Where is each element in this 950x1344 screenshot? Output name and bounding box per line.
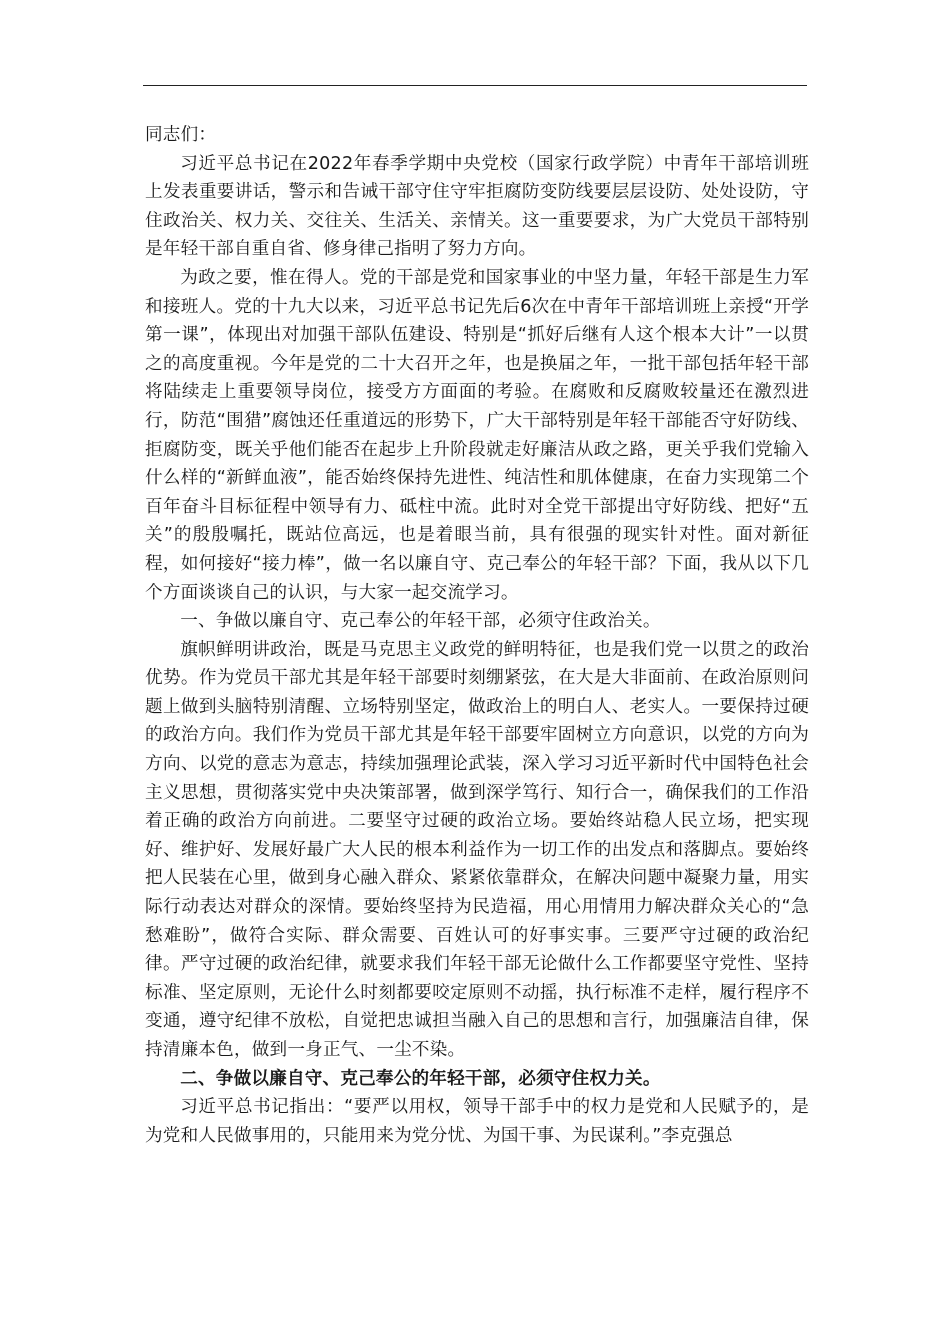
- header-rule: [143, 85, 807, 86]
- paragraph-power: 习近平总书记指出：“要严以用权，领导干部手中的权力是党和人民赋予的，是为党和人民做事用的，只能用来为党分忧、为国干事、为民谋利。”李克强总: [145, 1097, 809, 1146]
- section-heading-political: 一、争做以廉自守、克己奉公的年轻干部，必须守住政治关。: [180, 611, 661, 632]
- paragraph-political: 旗帜鲜明讲政治，既是马克思主义政党的鲜明特征，也是我们党一以贯之的政治优势。作为党员干部尤其是年轻干部要时刻绷紧弦，在大是大非面前、在政治原则问题上做到头脑特别清醒、立场特别坚定，做政治上的明白人、老实人。一要保持过硬的政治方向。我们作为党员干部尤其是年轻干部要牢固树立方向意识，以党的方向为方向、以党的意志为意志，持续加强理论武装，深入学习习近平新时代中国特色社会主义思想，贯彻落实党中央决策部署，做到深学笃行、知行合一，确保我们的工作沿着正确的政治方向前进。二要坚守过硬的政治立场。要始终站稳人民立场，把实现好、维护好、发展好最广大人民的根本利益作为一切工作的出发点和落脚点。要始终把人民装在心里，做到身心融入群众、紧紧依靠群众，在解决问题中凝聚力量，用实际行动表达对群众的深情。要始终坚持为民造福，用心用情用力解决群众关心的“急愁难盼”，做符合实际、群众需要、百姓认可的好事实事。三要严守过硬的政治纪律。严守过硬的政治纪律，就要求我们年轻干部无论做什么工作都要坚守党性、坚持标准、坚定原则，无论什么时刻都要咬定原则不动摇，执行标准不走样，履行程序不变通，遵守纪律不放松，自觉把忠诚担当融入自己的思想和言行，加强廉洁自律，保持清廉本色，做到一身正气、一尘不染。: [145, 639, 809, 1060]
- document-body: [145, 121, 809, 1150]
- paragraph-context: 为政之要，惟在得人。党的干部是党和国家事业的中坚力量，年轻干部是生力军和接班人。党的十九大以来，习近平总书记先后6次在中青年干部培训班上亲授“开学第一课”，体现出对加强干部队伍建设、特别是“抓好后继有人这个根本大计”一以贯之的高度重视。今年是党的二十大召开之年，也是换届之年，一批干部包括年轻干部将陆续走上重要领导岗位，接受方方面面的考验。在腐败和反腐败较量还在激烈进行，防范“围猎”腐蚀还任重道远的形势下，广大干部特别是年轻干部能否守好防线、拒腐防变，既关乎他们能否在起步上升阶段就走好廉洁从政之路，更关乎我们党输入什么样的“新鲜血液”，能否始终保持先进性、纯洁性和肌体健康，在奋力实现第二个百年奋斗目标征程中领导有力、砥柱中流。此时对全党干部提出守好防线、把好“五关”的殷殷嘱托，既站位高远，也是着眼当前，具有很强的现实针对性。面对新征程，如何接好“接力棒”，做一名以廉自守、克己奉公的年轻干部？下面，我从以下几个方面谈谈自己的认识，与大家一起交流学习。: [145, 267, 809, 603]
- section-heading-power: 二、争做以廉自守、克己奉公的年轻干部，必须守住权力关。: [180, 1068, 661, 1089]
- salutation: 同志们：: [145, 125, 217, 145]
- paragraph-intro: 习近平总书记在2022年春季学期中央党校（国家行政学院）中青年干部培训班上发表重要讲话，警示和告诫干部守住守牢拒腐防变防线要层层设防、处处设防，守住政治关、权力关、交往关、生活关、亲情关。这一重要要求，为广大党员干部特别是年轻干部自重自省、修身律己指明了努力方向。: [145, 153, 809, 260]
